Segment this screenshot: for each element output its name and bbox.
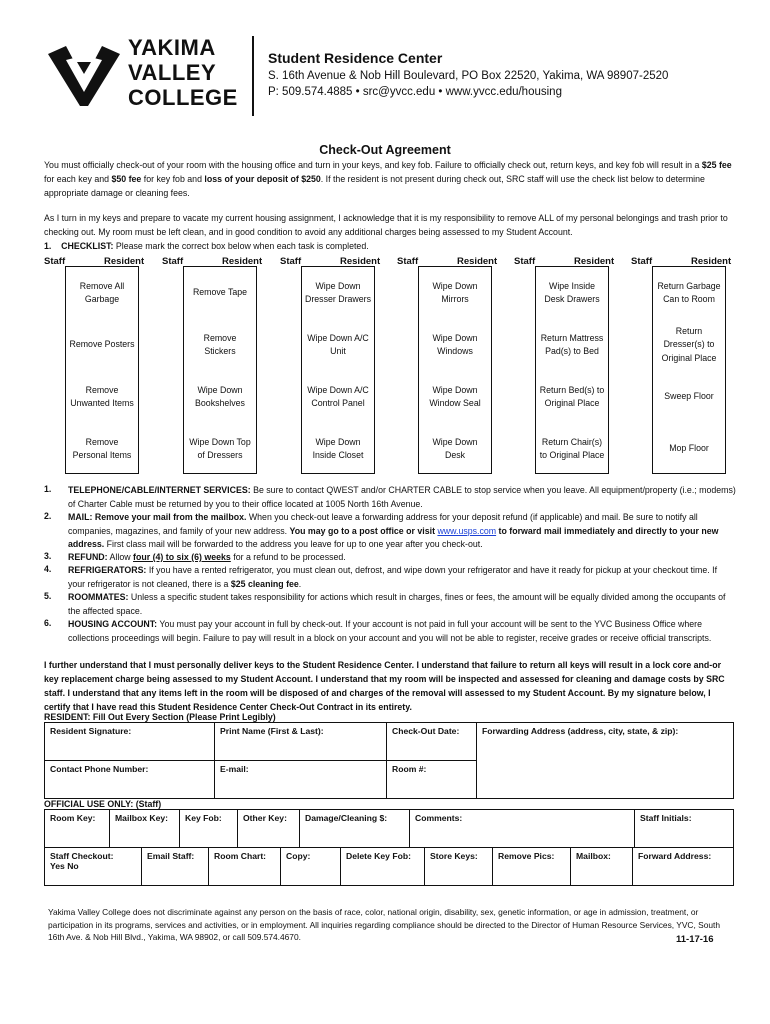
checklist-task[interactable]: Return Garbage Can to Room xyxy=(657,280,721,304)
checklist-heading: 1. CHECKLIST: Please mark the correct box below when each task is completed. xyxy=(44,241,369,251)
checklist-task[interactable]: Mop Floor xyxy=(669,443,709,454)
checklist-task[interactable]: Wipe Down A/C Control Panel xyxy=(307,384,369,408)
official-use-form xyxy=(44,809,734,848)
room-key-field[interactable]: Room Key: xyxy=(45,810,110,848)
resident-column-label: Resident xyxy=(457,256,498,267)
roommates-item: ROOMMATES: Unless a specific student takes responsibility for actions which result in charges, fines or fees, the amount will be equally divided among the occupants of the affected space. xyxy=(68,592,726,616)
checklist-task[interactable]: Return Mattress Pad(s) to Bed xyxy=(540,332,604,356)
yes-no-options[interactable]: Yes No xyxy=(50,861,79,871)
checklist-task[interactable]: Wipe Down Bookshelves xyxy=(195,384,245,408)
staff-column-label: Staff xyxy=(514,256,536,267)
resident-column-label: Resident xyxy=(222,256,263,267)
checklist-task[interactable]: Remove Posters xyxy=(69,339,135,350)
page-title: Check-Out Agreement xyxy=(319,143,451,157)
item-number: 6. xyxy=(44,618,52,628)
checklist-task[interactable]: Return Chair(s) to Original Place xyxy=(539,436,605,460)
checklist-task[interactable]: Wipe Down Windows xyxy=(432,332,478,356)
resident-form xyxy=(44,722,734,799)
checkout-date-field[interactable]: Check-Out Date: xyxy=(387,723,477,761)
room-chart-field[interactable]: Room Chart: xyxy=(209,848,281,886)
official-use-heading: OFFICIAL USE ONLY: (Staff) xyxy=(44,799,162,809)
nondiscrimination-notice: Yakima Valley College does not discriminate against any person on the basis of race, color, national origin, disability, sex, genetic information, or age in admission, treatment, or participation in its programs, services and activities, or in employment. All inquiries regarding compliance should be directed to the Director of Human Resource Services, YVC, South 16th Ave. & Nob Hill Blvd., Yakima, WA 98902, or call 509.574.4670. xyxy=(48,907,721,942)
store-keys-field[interactable]: Store Keys: xyxy=(425,848,493,886)
email-staff-field[interactable]: Email Staff: xyxy=(142,848,209,886)
telephone-cable-item: TELEPHONE/CABLE/INTERNET SERVICES: Be sure to contact QWEST and/or CHARTER CABLE to stop service when you leave. All equipment/property (i.e.; modems) of Charter Cable must be returned by you to their office located at 1005 North 16th Avenue. xyxy=(68,485,736,509)
checklist-task[interactable]: Sweep Floor xyxy=(664,391,714,402)
checklist-task[interactable]: Remove Stickers xyxy=(203,332,237,356)
other-key-field[interactable]: Other Key: xyxy=(238,810,300,848)
housing-account-item: HOUSING ACCOUNT: You must pay your account in full by check-out. If your account is not paid in full your account will be sent to the YVC Business Office where collections proceedings will begin. Failure to pay will result in a block on your account and you will not be able to register, receive grades or receive official transcripts. xyxy=(68,619,712,643)
intro-paragraph: You must officially check-out of your room with the housing office and turn in your keys, and key fob. Failure to officially check out, return keys, and key fob will result in a $25 fee for each key and $50 fee for key fob and loss of your deposit of $250. If the resident is not present during check out, SRC staff will use the check list below to determine appropriate damage or cleaning fees. xyxy=(44,160,732,198)
checklist-column xyxy=(535,266,609,474)
checklist-column xyxy=(65,266,139,474)
checklist-column xyxy=(301,266,375,474)
remove-pics-field[interactable]: Remove Pics: xyxy=(493,848,571,886)
item-number: 5. xyxy=(44,591,52,601)
checklist-task[interactable]: Wipe Down Window Seal xyxy=(429,384,481,408)
staff-initials-field[interactable]: Staff Initials: xyxy=(635,810,734,848)
logo-line-yakima: YAKIMA xyxy=(128,35,216,60)
checklist-task[interactable]: Wipe Down Dresser Drawers xyxy=(305,280,371,304)
mail-item: MAIL: Remove your mail from the mailbox. When you check-out leave a forwarding address for your deposit refund (if applicable) and mail. Be sure to notify all companies, magazines, and family of your new address. You may go to a post office or visit www.usps.com to forward mail immediately and directly to your new address. First class mail will be forwarded to the address you leave for up to one year after you check-out. xyxy=(68,512,719,549)
logo-line-college: COLLEGE xyxy=(128,85,238,110)
contact-phone-field[interactable]: Contact Phone Number: xyxy=(45,761,215,799)
checklist-task[interactable]: Wipe Inside Desk Drawers xyxy=(544,280,600,304)
logo-line-valley: VALLEY xyxy=(128,60,217,85)
comments-field[interactable]: Comments: xyxy=(410,810,635,848)
checklist-task[interactable]: Wipe Down Desk xyxy=(432,436,478,460)
checklist-task[interactable]: Wipe Down Top of Dressers xyxy=(189,436,251,460)
checklist-task[interactable]: Remove Tape xyxy=(192,287,248,298)
resident-column-label: Resident xyxy=(691,256,732,267)
header-divider xyxy=(252,36,254,116)
forwarding-address-field[interactable]: Forwarding Address (address, city, state, & zip): xyxy=(477,723,734,799)
resident-column-label: Resident xyxy=(104,256,145,267)
staff-column-label: Staff xyxy=(397,256,419,267)
resident-column-label: Resident xyxy=(340,256,381,267)
mailbox-key-field[interactable]: Mailbox Key: xyxy=(110,810,180,848)
forward-address-field[interactable]: Forward Address: xyxy=(633,848,734,886)
checklist-task[interactable]: Remove Personal Items xyxy=(72,436,132,460)
checklist-column xyxy=(652,266,726,474)
refund-item: REFUND: Allow four (4) to six (6) weeks for a refund to be processed. xyxy=(68,552,346,562)
staff-column-label: Staff xyxy=(631,256,653,267)
print-name-field[interactable]: Print Name (First & Last): xyxy=(215,723,387,761)
item-number: 2. xyxy=(44,511,52,521)
damage-cleaning-field[interactable]: Damage/Cleaning $: xyxy=(300,810,410,848)
checklist-task[interactable]: Return Dresser(s) to Original Place xyxy=(661,325,717,363)
key-fob-field[interactable]: Key Fob: xyxy=(180,810,238,848)
agreement-statement: I further understand that I must personally deliver keys to the Student Residence Center. I understand that failure to return all keys will result in a lock core and-or key replacement charge being assessed to my Student Account. I understand that my room will be inspected and assessed for cleaning and damage costs by SRC staff. I understand that any items left in the room will be disposed of and charges of the removal will assessed to my Student Account. By my signature below, I certify that I have read this Student Residence Center Check-Out Contract in its entirety. xyxy=(44,660,725,712)
staff-column-label: Staff xyxy=(280,256,302,267)
logo-wordmark xyxy=(128,35,238,110)
item-number: 3. xyxy=(44,551,52,561)
checklist-task[interactable]: Wipe Down A/C Unit xyxy=(307,332,369,356)
copy-field[interactable]: Copy: xyxy=(281,848,341,886)
mailbox-field[interactable]: Mailbox: xyxy=(571,848,633,886)
checklist-column xyxy=(418,266,492,474)
checklist-task[interactable]: Remove All Garbage xyxy=(79,280,125,304)
checklist-task[interactable]: Return Bed(s) to Original Place xyxy=(539,384,605,408)
center-name: Student Residence Center xyxy=(268,50,443,66)
college-logo-icon xyxy=(44,40,124,110)
acknowledgement-paragraph: As I turn in my keys and prepare to vacate my current housing assignment, I acknowledge that it is my responsibility to remove ALL of my personal belongings and trash prior to checking out. My room must be left clean, and in good condition to avoid any additional charges being assessed to my Student Account. xyxy=(44,213,728,237)
staff-column-label: Staff xyxy=(44,256,66,267)
checklist-column xyxy=(183,266,257,474)
resident-signature-field[interactable]: Resident Signature: xyxy=(45,723,215,761)
email-field[interactable]: E-mail: xyxy=(215,761,387,799)
checklist-task[interactable]: Wipe Down Inside Closet xyxy=(312,436,364,460)
checklist-task[interactable]: Wipe Down Mirrors xyxy=(432,280,478,304)
room-number-field[interactable]: Room #: xyxy=(387,761,477,799)
center-address: S. 16th Avenue & Nob Hill Boulevard, PO Box 22520, Yakima, WA 98907-2520 xyxy=(268,70,669,82)
form-revision-date: 11-17-16 xyxy=(676,934,714,945)
checklist-task[interactable]: Remove Unwanted Items xyxy=(70,384,134,408)
resident-column-label: Resident xyxy=(574,256,615,267)
refrigerators-item: REFRIGERATORS: If you have a rented refrigerator, you must clean out, defrost, and wipe down your refrigerator and have it ready for pickup at your checkout time. If your refrigerator is not cleaned, there is a $25 cleaning fee. xyxy=(68,565,718,589)
item-number: 1. xyxy=(44,484,52,494)
usps-link[interactable]: www.usps.com xyxy=(437,525,497,536)
delete-key-fob-field[interactable]: Delete Key Fob: xyxy=(341,848,425,886)
item-number: 4. xyxy=(44,564,52,574)
staff-checkout-field[interactable]: Staff Checkout: Yes No xyxy=(45,848,142,886)
resident-form-heading: RESIDENT: Fill Out Every Section (Please Print Legibly) xyxy=(44,712,276,722)
staff-column-label: Staff xyxy=(162,256,184,267)
center-contact: P: 509.574.4885 • src@yvcc.edu • www.yvcc.edu/housing xyxy=(268,86,562,98)
official-checkout-tasks xyxy=(44,847,734,886)
